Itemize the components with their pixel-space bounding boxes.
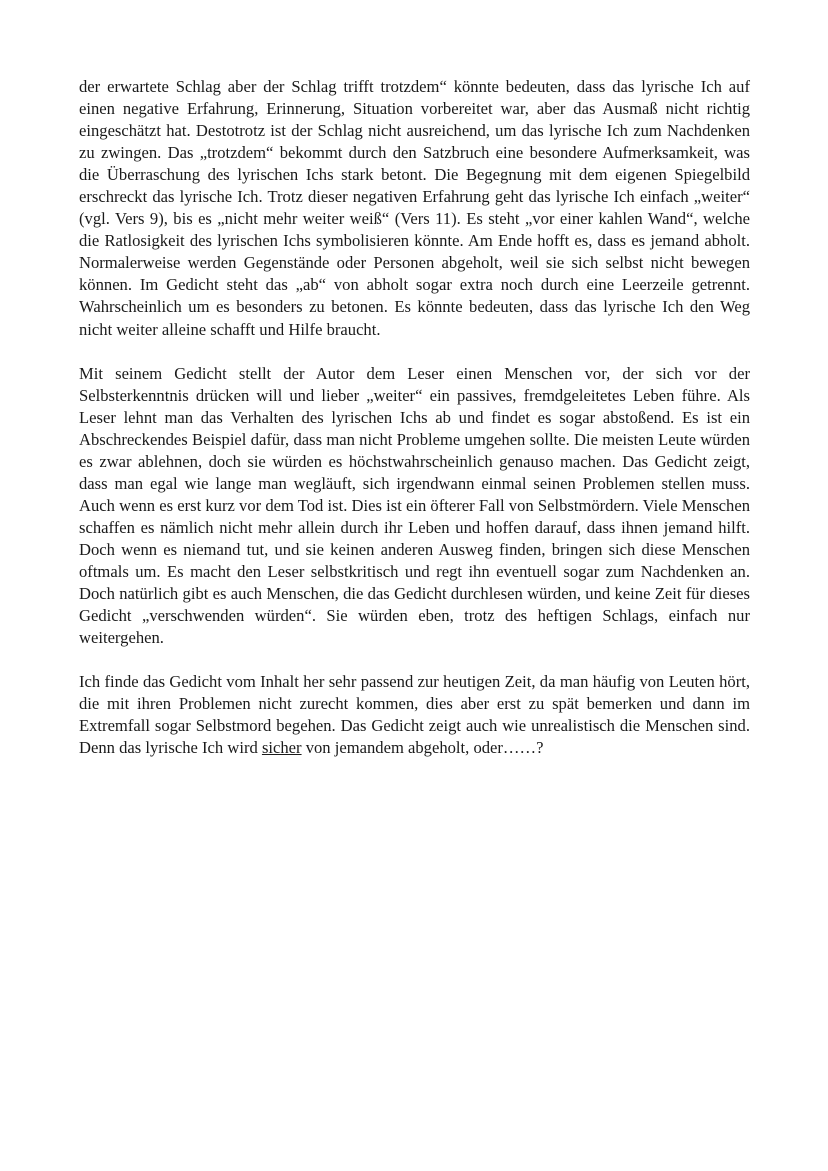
opinion-text-end: von jemandem abgeholt, oder……?	[301, 738, 544, 758]
paragraph-personal-opinion	[79, 671, 750, 759]
underlined-word: sicher	[261, 738, 302, 758]
paragraph-author-intention: Mit seinem Gedicht stellt der Autor dem Leser einen Menschen vor, der sich vor der Selbsterkenntnis drücken will und lieber „weiter“ ein passives, fremdgeleitetes Leben führe. Als Leser lehnt man das Verhalten des lyrischen Ichs ab und findet es sogar abstoßend. Es ist ein Abschreckendes Beispiel dafür, dass man nicht Probleme umgehen sollte. Die meisten Leute würden es zwar ablehnen, doch sie würden es höchstwahrscheinlich genauso machen. Das Gedicht zeigt, dass man egal wie lange man wegläuft, sich irgendwann einmal seinen Problemen stellen muss. Auch wenn es erst kurz vor dem Tod ist. Dies ist ein öfterer Fall von Selbstmördern. Viele Menschen schaffen es nämlich nicht mehr allein durch ihr Leben und hoffen darauf, dass ihnen jemand hilft. Doch wenn es niemand tut, und sie keinen anderen Ausweg finden, bringen sich diese Menschen oftmals um. Es macht den Leser selbstkritisch und regt ihn eventuell sogar zum Nachdenken an. Doch natürlich gibt es auch Menschen, die das Gedicht durchlesen würden, und keine Zeit für dieses Gedicht „verschwenden würden“. Sie würden eben, trotz des heftigen Schlags, einfach nur weitergehen.	[79, 363, 750, 648]
opinion-text-start: Ich finde das Gedicht vom Inhalt her sehr passend zur heutigen Zeit, da man häufig von Leuten hört, die mit ihren Problemen nicht zurecht kommen, dies aber erst zu spät bemerken und dann im Extremfall sogar Selbstmord begehen. Das Gedicht zeigt auch wie unrealistisch die Menschen sind. Denn das lyrische Ich wird	[79, 672, 750, 758]
document-page	[79, 76, 750, 759]
paragraph-poem-analysis: der erwartete Schlag aber der Schlag trifft trotzdem“ könnte bedeuten, dass das lyrische Ich auf einen negative Erfahrung, Erinnerung, Situation vorbereitet war, aber das Ausmaß nicht richtig eingeschätzt hat. Destotrotz ist der Schlag nicht ausreichend, um das lyrische Ich zum Nachdenken zu zwingen. Das „trotzdem“ bekommt durch den Satzbruch eine besondere Aufmerksamkeit, was die Überraschung des lyrischen Ichs stark betont. Die Begegnung mit dem eigenen Spiegelbild erschreckt das lyrische Ich. Trotz dieser negativen Erfahrung geht das lyrische Ich einfach „weiter“ (vgl. Vers 9), bis es „nicht mehr weiter weiß“ (Vers 11). Es steht „vor einer kahlen Wand“, welche die Ratlosigkeit des lyrischen Ichs symbolisieren könnte. Am Ende hofft es, dass es jemand abholt. Normalerweise werden Gegenstände oder Personen abgeholt, weil sie sich selbst nicht bewegen können. Im Gedicht steht das „ab“ von abholt sogar extra noch durch eine Leerzeile getrennt. Wahrscheinlich um es besonders zu betonen. Es könnte bedeuten, dass das lyrische Ich den Weg nicht weiter alleine schafft und Hilfe braucht.	[79, 77, 750, 339]
